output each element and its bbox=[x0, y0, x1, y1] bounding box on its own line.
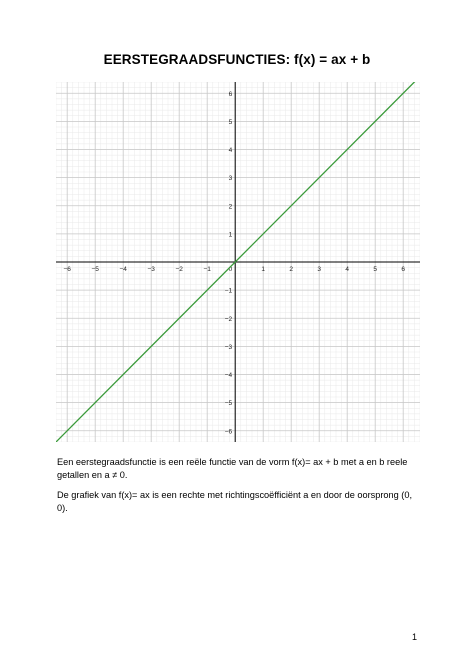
x-tick-label: −5 bbox=[91, 266, 99, 273]
x-tick-label: 3 bbox=[317, 266, 322, 273]
x-tick-labels bbox=[63, 266, 405, 273]
x-tick-label: −6 bbox=[63, 266, 71, 273]
y-tick-label: −1 bbox=[224, 287, 233, 295]
y-tick-label: 3 bbox=[228, 175, 233, 183]
y-tick-label: 2 bbox=[228, 203, 233, 211]
y-tick-label: 6 bbox=[228, 90, 233, 98]
page-title: EERSTEGRAADSFUNCTIES: f(x) = ax + b bbox=[103, 52, 371, 67]
x-tick-label: −2 bbox=[175, 266, 183, 273]
page-number: 1 bbox=[411, 632, 417, 642]
y-tick-labels bbox=[225, 91, 233, 436]
definition-paragraph: Een eerstegraadsfunctie is een reële functie van de vorm f(x)= ax + b met a en b reele getallen en a ≠ 0. bbox=[57, 457, 408, 480]
x-tick-label: 1 bbox=[261, 266, 266, 273]
y-tick-label: −2 bbox=[224, 315, 233, 323]
x-tick-label: 2 bbox=[289, 266, 294, 273]
graph-svg bbox=[56, 82, 420, 442]
y-tick-label: 4 bbox=[228, 147, 233, 154]
x-tick-label: −3 bbox=[147, 266, 155, 273]
y-tick-label: −5 bbox=[224, 400, 233, 408]
y-tick-label: 1 bbox=[228, 231, 233, 239]
y-tick-label: −6 bbox=[224, 428, 233, 436]
x-tick-label: −1 bbox=[203, 266, 211, 273]
x-tick-label: −4 bbox=[119, 266, 127, 273]
x-tick-label: 0 bbox=[228, 266, 233, 273]
y-tick-label: −3 bbox=[224, 343, 233, 351]
y-tick-label: 5 bbox=[228, 118, 233, 126]
function-graph bbox=[56, 82, 420, 442]
y-tick-label: −4 bbox=[224, 372, 233, 379]
graph-paragraph: De grafiek van f(x)= ax is een rechte met richtingscoëfficiënt a en door de oorsprong (0, 0). bbox=[57, 490, 413, 513]
x-tick-label: 5 bbox=[373, 266, 378, 273]
x-tick-label: 4 bbox=[345, 266, 350, 273]
x-tick-label: 6 bbox=[401, 266, 406, 273]
